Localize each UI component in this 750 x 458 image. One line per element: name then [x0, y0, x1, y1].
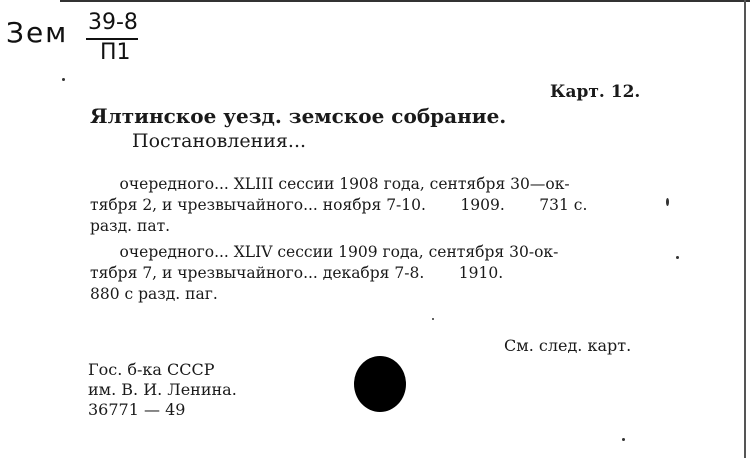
entry-line: очередного... XLIV сессии 1909 года, сентября 30-ок- [90, 243, 559, 261]
entry-2 [90, 242, 638, 305]
card-title: Ялтинское уезд. земское собрание. [90, 104, 507, 128]
entry-line: очередного... XLIII сессии 1908 года, сентября 30—ок- [90, 175, 570, 193]
top-border [60, 0, 750, 2]
speck [676, 256, 679, 259]
speck [62, 78, 65, 81]
entry-1 [90, 174, 638, 237]
handwritten-shelfmark-denominator: П1 [100, 40, 131, 65]
speck [666, 198, 669, 206]
library-line: им. В. И. Ленина. [88, 380, 237, 399]
entry-line: тября 2, и чрезвычайного... ноября 7-10. 1909. 731 с. [90, 196, 588, 214]
speck [622, 438, 625, 441]
speck [432, 318, 434, 320]
right-border [744, 0, 746, 458]
library-line: 36771 — 49 [88, 400, 186, 419]
see-next-card: См. след. карт. [504, 336, 632, 355]
card-number: Карт. 12. [550, 82, 641, 102]
library-stamp [88, 360, 237, 420]
entry-line: разд. пат. [90, 217, 171, 235]
handwritten-shelfmark-numerator: 39-8 [88, 10, 138, 35]
handwritten-label: Зем [6, 16, 69, 49]
card-subtitle: Постановления... [132, 130, 307, 152]
library-line: Гос. б-ка СССР [88, 360, 215, 379]
punch-hole [354, 356, 406, 412]
entry-line: 880 с разд. паг. [90, 285, 218, 303]
entry-line: тября 7, и чрезвычайного... декабря 7-8. 1910. [90, 264, 504, 282]
